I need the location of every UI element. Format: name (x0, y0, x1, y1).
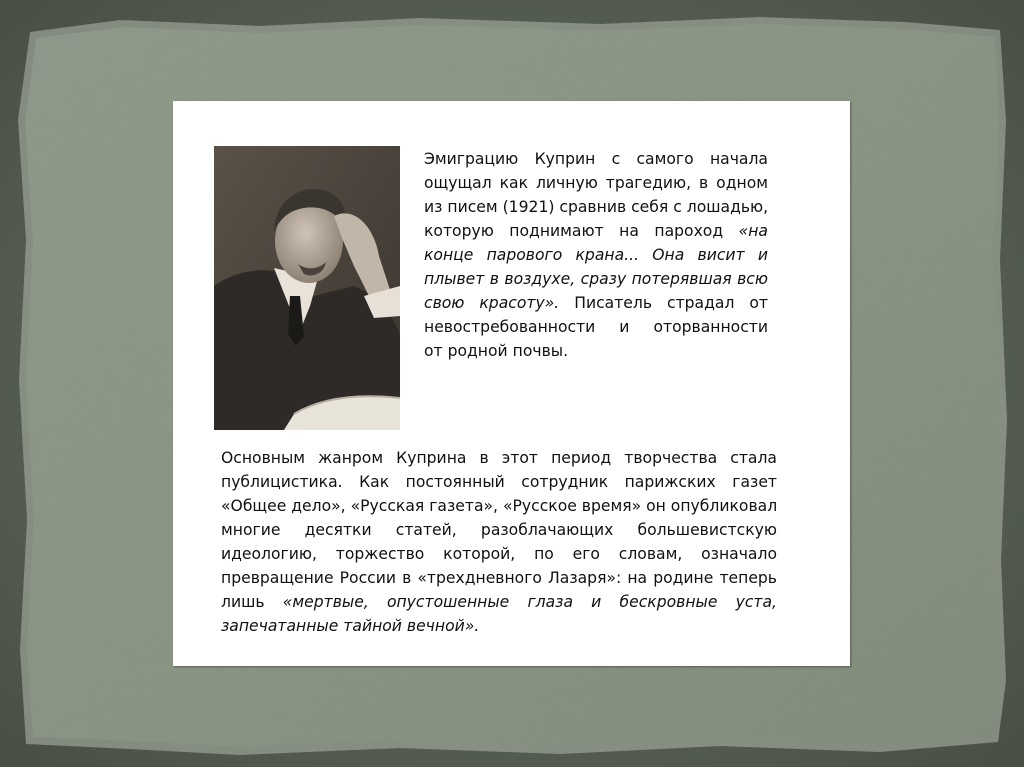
portrait-photo-icon (214, 146, 400, 430)
text-line: Основным жанром Куприна в этот период творчества стала (221, 449, 777, 467)
content-slide (173, 101, 850, 666)
text-segment: Писатель страдал от (574, 294, 768, 312)
quote-segment: конце парового крана... Она висит и (424, 246, 768, 264)
paragraph-journalism (221, 446, 777, 638)
quote-segment: плывет в воздухе, сразу потерявшая всю (424, 270, 768, 288)
quote-line (424, 243, 768, 267)
text-line-mixed (221, 590, 777, 614)
text-line: превращение России в «трехдневного Лазаря»: на родине теперь (221, 569, 777, 587)
quote-segment: свою красоту». (424, 294, 560, 312)
paragraph-emigration (424, 147, 768, 363)
text-line: от родной почвы. (424, 342, 569, 360)
portrait-photo (214, 146, 400, 430)
text-segment: которую поднимают на пароход (424, 222, 724, 240)
text-line: из писем (1921) сравнив себя с лошадью, (424, 198, 769, 216)
quote-line (424, 267, 768, 291)
text-line: Эмиграцию Куприн с самого начала (424, 150, 768, 168)
text-line-mixed (424, 291, 768, 315)
text-line-mixed (424, 219, 768, 243)
quote-line (221, 614, 777, 638)
text-line: «Общее дело», «Русская газета», «Русское время» он опубликовал (221, 497, 778, 515)
text-line: ощущал как личную трагедию, в одном (424, 174, 768, 192)
text-line: невостребованности и оторванности (424, 318, 768, 336)
text-line: идеологию, торжество которой, по его словам, означало (221, 545, 777, 563)
quote-segment: «мертвые, опустошенные глаза и бескровные уста, (282, 593, 777, 611)
text-line: многие десятки статей, разоблачающих большевистскую (221, 521, 777, 539)
text-line: публицистика. Как постоянный сотрудник парижских газет (221, 473, 777, 491)
text-segment: лишь (221, 593, 265, 611)
quote-segment: «на (738, 222, 768, 240)
quote-segment: запечатанные тайной вечной». (221, 617, 480, 635)
